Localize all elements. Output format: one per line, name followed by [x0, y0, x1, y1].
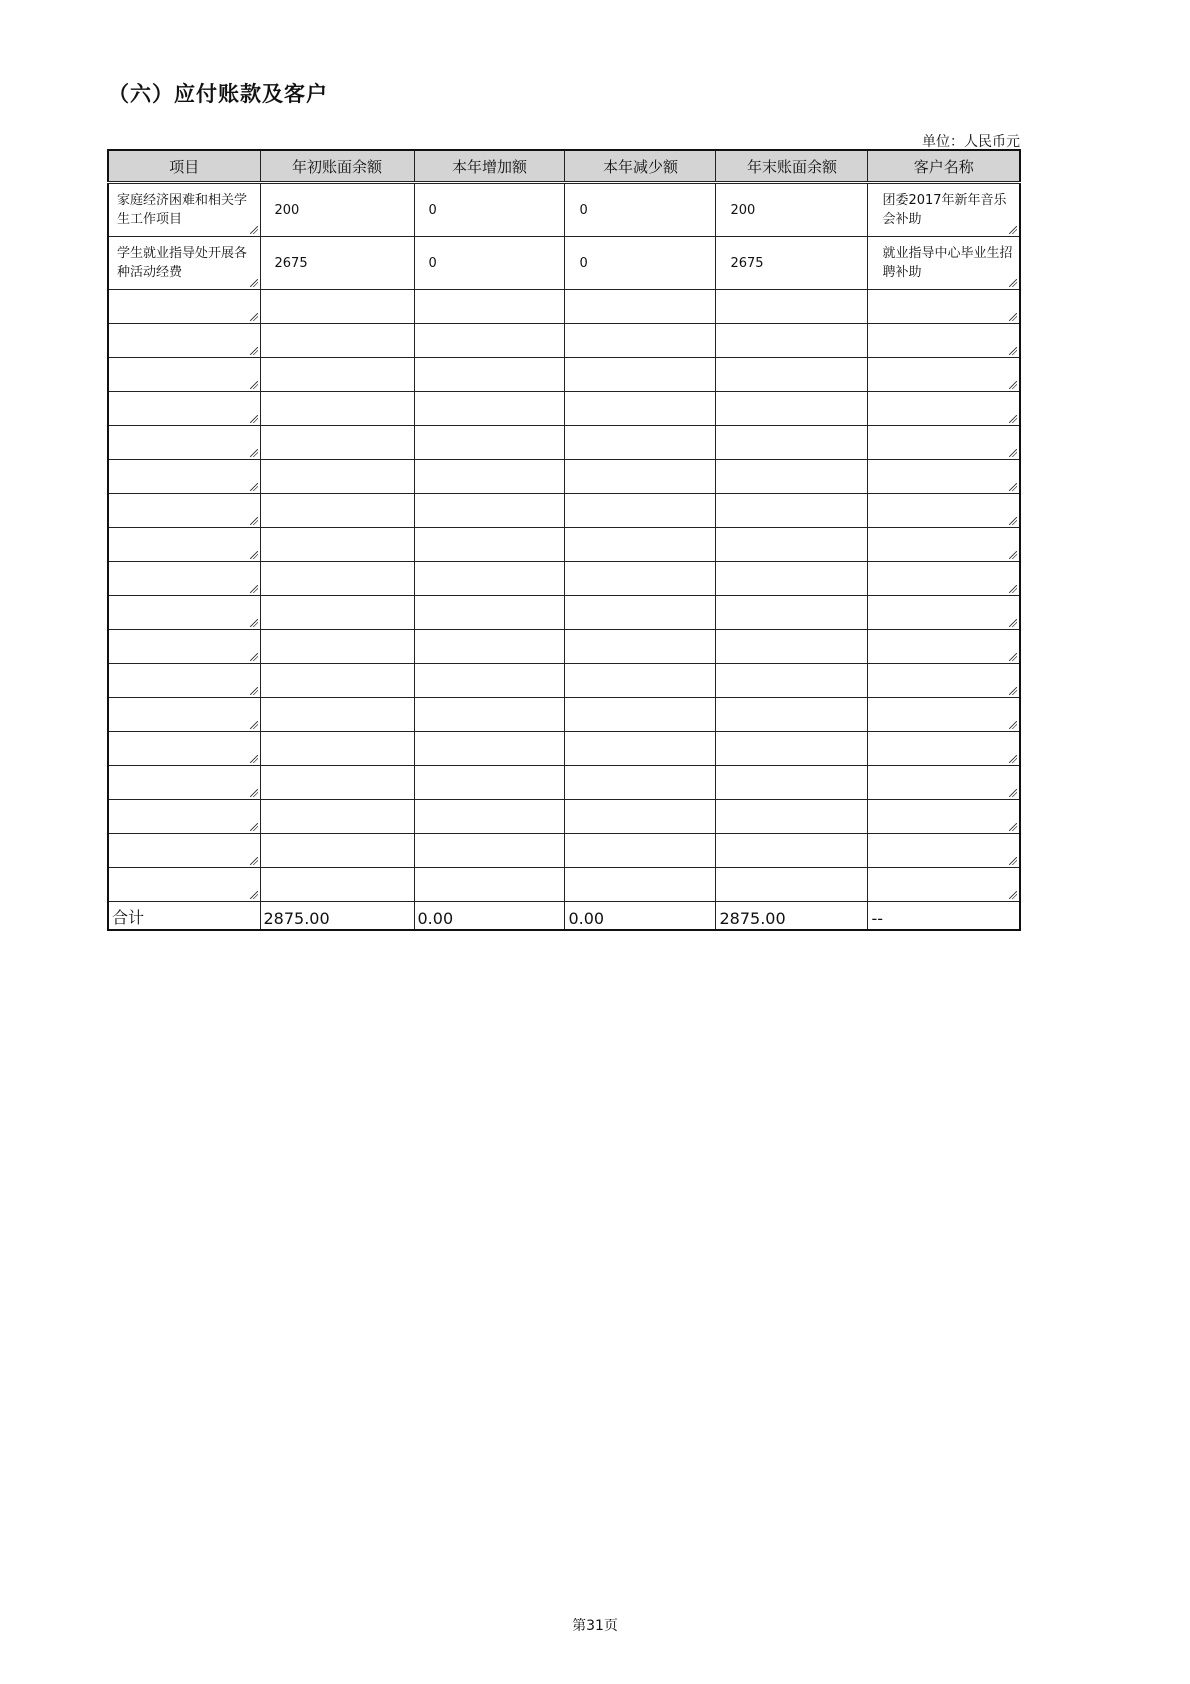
cell-client[interactable]: [868, 664, 1020, 698]
resize-handle-icon: [1009, 226, 1017, 234]
cell-item[interactable]: [108, 868, 260, 902]
cell-item[interactable]: [108, 698, 260, 732]
cell-item[interactable]: [108, 392, 260, 426]
cell-item[interactable]: [108, 358, 260, 392]
header-item: 项目: [108, 150, 260, 183]
cell-client[interactable]: [868, 732, 1020, 766]
table-row: [108, 766, 1020, 800]
cell-increase[interactable]: [414, 664, 565, 698]
cell-opening[interactable]: [260, 426, 414, 460]
table-row: [108, 732, 1020, 766]
cell-decrease[interactable]: [565, 426, 716, 460]
resize-handle-icon: [1009, 653, 1017, 661]
cell-decrease[interactable]: [565, 664, 716, 698]
cell-opening[interactable]: [260, 324, 414, 358]
resize-handle-icon: [250, 619, 258, 627]
cell-decrease[interactable]: [565, 698, 716, 732]
table-row: [108, 494, 1020, 528]
cell-closing[interactable]: [716, 800, 868, 834]
table-row: [108, 237, 1020, 290]
cell-item[interactable]: [108, 324, 260, 358]
cell-decrease[interactable]: [565, 766, 716, 800]
cell-decrease[interactable]: [565, 834, 716, 868]
cell-item[interactable]: [108, 290, 260, 324]
resize-handle-icon: [250, 449, 258, 457]
cell-item[interactable]: [108, 766, 260, 800]
resize-handle-icon: [250, 279, 258, 287]
cell-opening[interactable]: [260, 290, 414, 324]
cell-client[interactable]: [868, 494, 1020, 528]
table-row: [108, 324, 1020, 358]
table-row: [108, 290, 1020, 324]
table-row: [108, 460, 1020, 494]
cell-opening[interactable]: [260, 358, 414, 392]
resize-handle-icon: [1009, 415, 1017, 423]
cell-increase[interactable]: [414, 358, 565, 392]
table-row: [108, 562, 1020, 596]
cell-item[interactable]: [108, 562, 260, 596]
cell-client[interactable]: 就业指导中心毕业生招聘补助: [868, 237, 1020, 290]
cell-item[interactable]: [108, 494, 260, 528]
resize-handle-icon: [1009, 789, 1017, 797]
table-row: [108, 528, 1020, 562]
cell-client[interactable]: 团委2017年新年音乐会补助: [868, 183, 1020, 237]
cell-opening[interactable]: [260, 494, 414, 528]
cell-item[interactable]: 学生就业指导处开展各种活动经费: [108, 237, 260, 290]
total-row: [108, 902, 1020, 931]
unit-note: 单位：人民币元: [922, 134, 1020, 150]
resize-handle-icon: [1009, 517, 1017, 525]
cell-decrease[interactable]: [565, 630, 716, 664]
cell-decrease[interactable]: [565, 800, 716, 834]
table-row: [108, 596, 1020, 630]
cell-increase[interactable]: [414, 800, 565, 834]
cell-item[interactable]: [108, 460, 260, 494]
resize-handle-icon: [250, 687, 258, 695]
cell-decrease[interactable]: [565, 290, 716, 324]
table-row: [108, 868, 1020, 902]
cell-closing[interactable]: [716, 766, 868, 800]
total-client: --: [868, 902, 1020, 931]
cell-opening[interactable]: [260, 528, 414, 562]
resize-handle-icon: [250, 517, 258, 525]
cell-closing[interactable]: [716, 630, 868, 664]
section-title: （六）应付账款及客户: [108, 82, 328, 106]
cell-decrease[interactable]: [565, 528, 716, 562]
total-opening: 2875.00: [260, 902, 414, 931]
cell-increase[interactable]: [414, 732, 565, 766]
cell-item[interactable]: [108, 630, 260, 664]
cell-closing[interactable]: [716, 596, 868, 630]
cell-increase[interactable]: [414, 698, 565, 732]
cell-client[interactable]: [868, 562, 1020, 596]
cell-closing[interactable]: [716, 834, 868, 868]
resize-handle-icon: [1009, 823, 1017, 831]
cell-closing[interactable]: [716, 698, 868, 732]
resize-handle-icon: [1009, 347, 1017, 355]
total-label: 合计: [108, 902, 260, 931]
cell-client[interactable]: [868, 324, 1020, 358]
header-increase: 本年增加额: [414, 150, 565, 183]
cell-decrease[interactable]: 0: [565, 183, 716, 237]
resize-handle-icon: [1009, 857, 1017, 865]
resize-handle-icon: [250, 483, 258, 491]
resize-handle-icon: [250, 789, 258, 797]
cell-increase[interactable]: [414, 868, 565, 902]
table-row: [108, 426, 1020, 460]
resize-handle-icon: [250, 226, 258, 234]
cell-decrease[interactable]: [565, 868, 716, 902]
cell-decrease[interactable]: [565, 324, 716, 358]
cell-closing[interactable]: [716, 732, 868, 766]
cell-opening[interactable]: [260, 562, 414, 596]
cell-increase[interactable]: 0: [414, 237, 565, 290]
cell-decrease[interactable]: [565, 596, 716, 630]
total-decrease: 0.00: [565, 902, 716, 931]
cell-increase[interactable]: [414, 324, 565, 358]
resize-handle-icon: [250, 415, 258, 423]
resize-handle-icon: [1009, 755, 1017, 763]
cell-closing[interactable]: [716, 290, 868, 324]
total-increase: 0.00: [414, 902, 565, 931]
table-row: [108, 834, 1020, 868]
resize-handle-icon: [250, 313, 258, 321]
total-closing: 2875.00: [716, 902, 868, 931]
cell-increase[interactable]: [414, 426, 565, 460]
cell-client[interactable]: [868, 868, 1020, 902]
cell-opening[interactable]: [260, 630, 414, 664]
cell-client[interactable]: [868, 766, 1020, 800]
cell-client[interactable]: [868, 460, 1020, 494]
cell-increase[interactable]: [414, 392, 565, 426]
cell-opening[interactable]: [260, 596, 414, 630]
cell-opening[interactable]: [260, 664, 414, 698]
resize-handle-icon: [250, 755, 258, 763]
cell-closing[interactable]: [716, 868, 868, 902]
page-number: 第31页: [572, 1618, 618, 1634]
cell-increase[interactable]: [414, 528, 565, 562]
resize-handle-icon: [1009, 449, 1017, 457]
cell-item[interactable]: [108, 664, 260, 698]
cell-decrease[interactable]: [565, 562, 716, 596]
cell-item[interactable]: [108, 426, 260, 460]
cell-client[interactable]: [868, 358, 1020, 392]
cell-decrease[interactable]: 0: [565, 237, 716, 290]
cell-decrease[interactable]: [565, 732, 716, 766]
cell-closing[interactable]: [716, 426, 868, 460]
cell-opening[interactable]: [260, 834, 414, 868]
cell-decrease[interactable]: [565, 358, 716, 392]
cell-decrease[interactable]: [565, 494, 716, 528]
cell-item[interactable]: [108, 800, 260, 834]
cell-increase[interactable]: 0: [414, 183, 565, 237]
cell-opening[interactable]: [260, 766, 414, 800]
resize-handle-icon: [1009, 585, 1017, 593]
cell-item[interactable]: [108, 834, 260, 868]
header-closing-balance: 年末账面余额: [716, 150, 868, 183]
cell-increase[interactable]: [414, 630, 565, 664]
cell-opening[interactable]: [260, 800, 414, 834]
resize-handle-icon: [250, 721, 258, 729]
table-row: [108, 664, 1020, 698]
cell-closing[interactable]: 2675: [716, 237, 868, 290]
cell-closing[interactable]: [716, 358, 868, 392]
cell-client[interactable]: [868, 800, 1020, 834]
header-decrease: 本年减少额: [565, 150, 716, 183]
cell-client[interactable]: [868, 698, 1020, 732]
table-row: [108, 698, 1020, 732]
cell-client[interactable]: [868, 426, 1020, 460]
cell-closing[interactable]: [716, 460, 868, 494]
resize-handle-icon: [1009, 551, 1017, 559]
cell-client[interactable]: [868, 392, 1020, 426]
cell-item[interactable]: [108, 596, 260, 630]
cell-closing[interactable]: [716, 562, 868, 596]
cell-increase[interactable]: [414, 290, 565, 324]
cell-increase[interactable]: [414, 460, 565, 494]
cell-item[interactable]: 家庭经济困难和相关学生工作项目: [108, 183, 260, 237]
resize-handle-icon: [1009, 687, 1017, 695]
cell-client[interactable]: [868, 834, 1020, 868]
cell-item[interactable]: [108, 732, 260, 766]
cell-closing[interactable]: [716, 392, 868, 426]
cell-client[interactable]: [868, 596, 1020, 630]
cell-closing[interactable]: [716, 324, 868, 358]
resize-handle-icon: [1009, 313, 1017, 321]
cell-opening[interactable]: [260, 460, 414, 494]
cell-increase[interactable]: [414, 766, 565, 800]
header-opening-balance: 年初账面余额: [260, 150, 414, 183]
header-client-name: 客户名称: [868, 150, 1020, 183]
cell-increase[interactable]: [414, 596, 565, 630]
cell-opening[interactable]: 2675: [260, 237, 414, 290]
resize-handle-icon: [250, 585, 258, 593]
table-row: [108, 392, 1020, 426]
cell-opening[interactable]: [260, 392, 414, 426]
cell-closing[interactable]: [716, 528, 868, 562]
cell-client[interactable]: [868, 630, 1020, 664]
cell-item[interactable]: [108, 528, 260, 562]
table-row: [108, 630, 1020, 664]
table-row: [108, 183, 1020, 237]
cell-increase[interactable]: [414, 562, 565, 596]
resize-handle-icon: [250, 381, 258, 389]
resize-handle-icon: [250, 551, 258, 559]
cell-increase[interactable]: [414, 834, 565, 868]
resize-handle-icon: [250, 347, 258, 355]
cell-closing[interactable]: [716, 664, 868, 698]
resize-handle-icon: [250, 891, 258, 899]
cell-opening[interactable]: [260, 698, 414, 732]
resize-handle-icon: [1009, 381, 1017, 389]
resize-handle-icon: [250, 653, 258, 661]
cell-closing[interactable]: 200: [716, 183, 868, 237]
resize-handle-icon: [250, 823, 258, 831]
table-row: [108, 800, 1020, 834]
cell-client[interactable]: [868, 528, 1020, 562]
table-header-row: [108, 150, 1020, 183]
cell-decrease[interactable]: [565, 460, 716, 494]
resize-handle-icon: [1009, 619, 1017, 627]
cell-opening[interactable]: [260, 732, 414, 766]
accounts-payable-table: [107, 149, 1021, 931]
cell-opening[interactable]: 200: [260, 183, 414, 237]
table-row: [108, 358, 1020, 392]
resize-handle-icon: [250, 857, 258, 865]
resize-handle-icon: [1009, 483, 1017, 491]
cell-client[interactable]: [868, 290, 1020, 324]
cell-increase[interactable]: [414, 494, 565, 528]
resize-handle-icon: [1009, 891, 1017, 899]
cell-opening[interactable]: [260, 868, 414, 902]
resize-handle-icon: [1009, 279, 1017, 287]
resize-handle-icon: [1009, 721, 1017, 729]
cell-decrease[interactable]: [565, 392, 716, 426]
cell-closing[interactable]: [716, 494, 868, 528]
